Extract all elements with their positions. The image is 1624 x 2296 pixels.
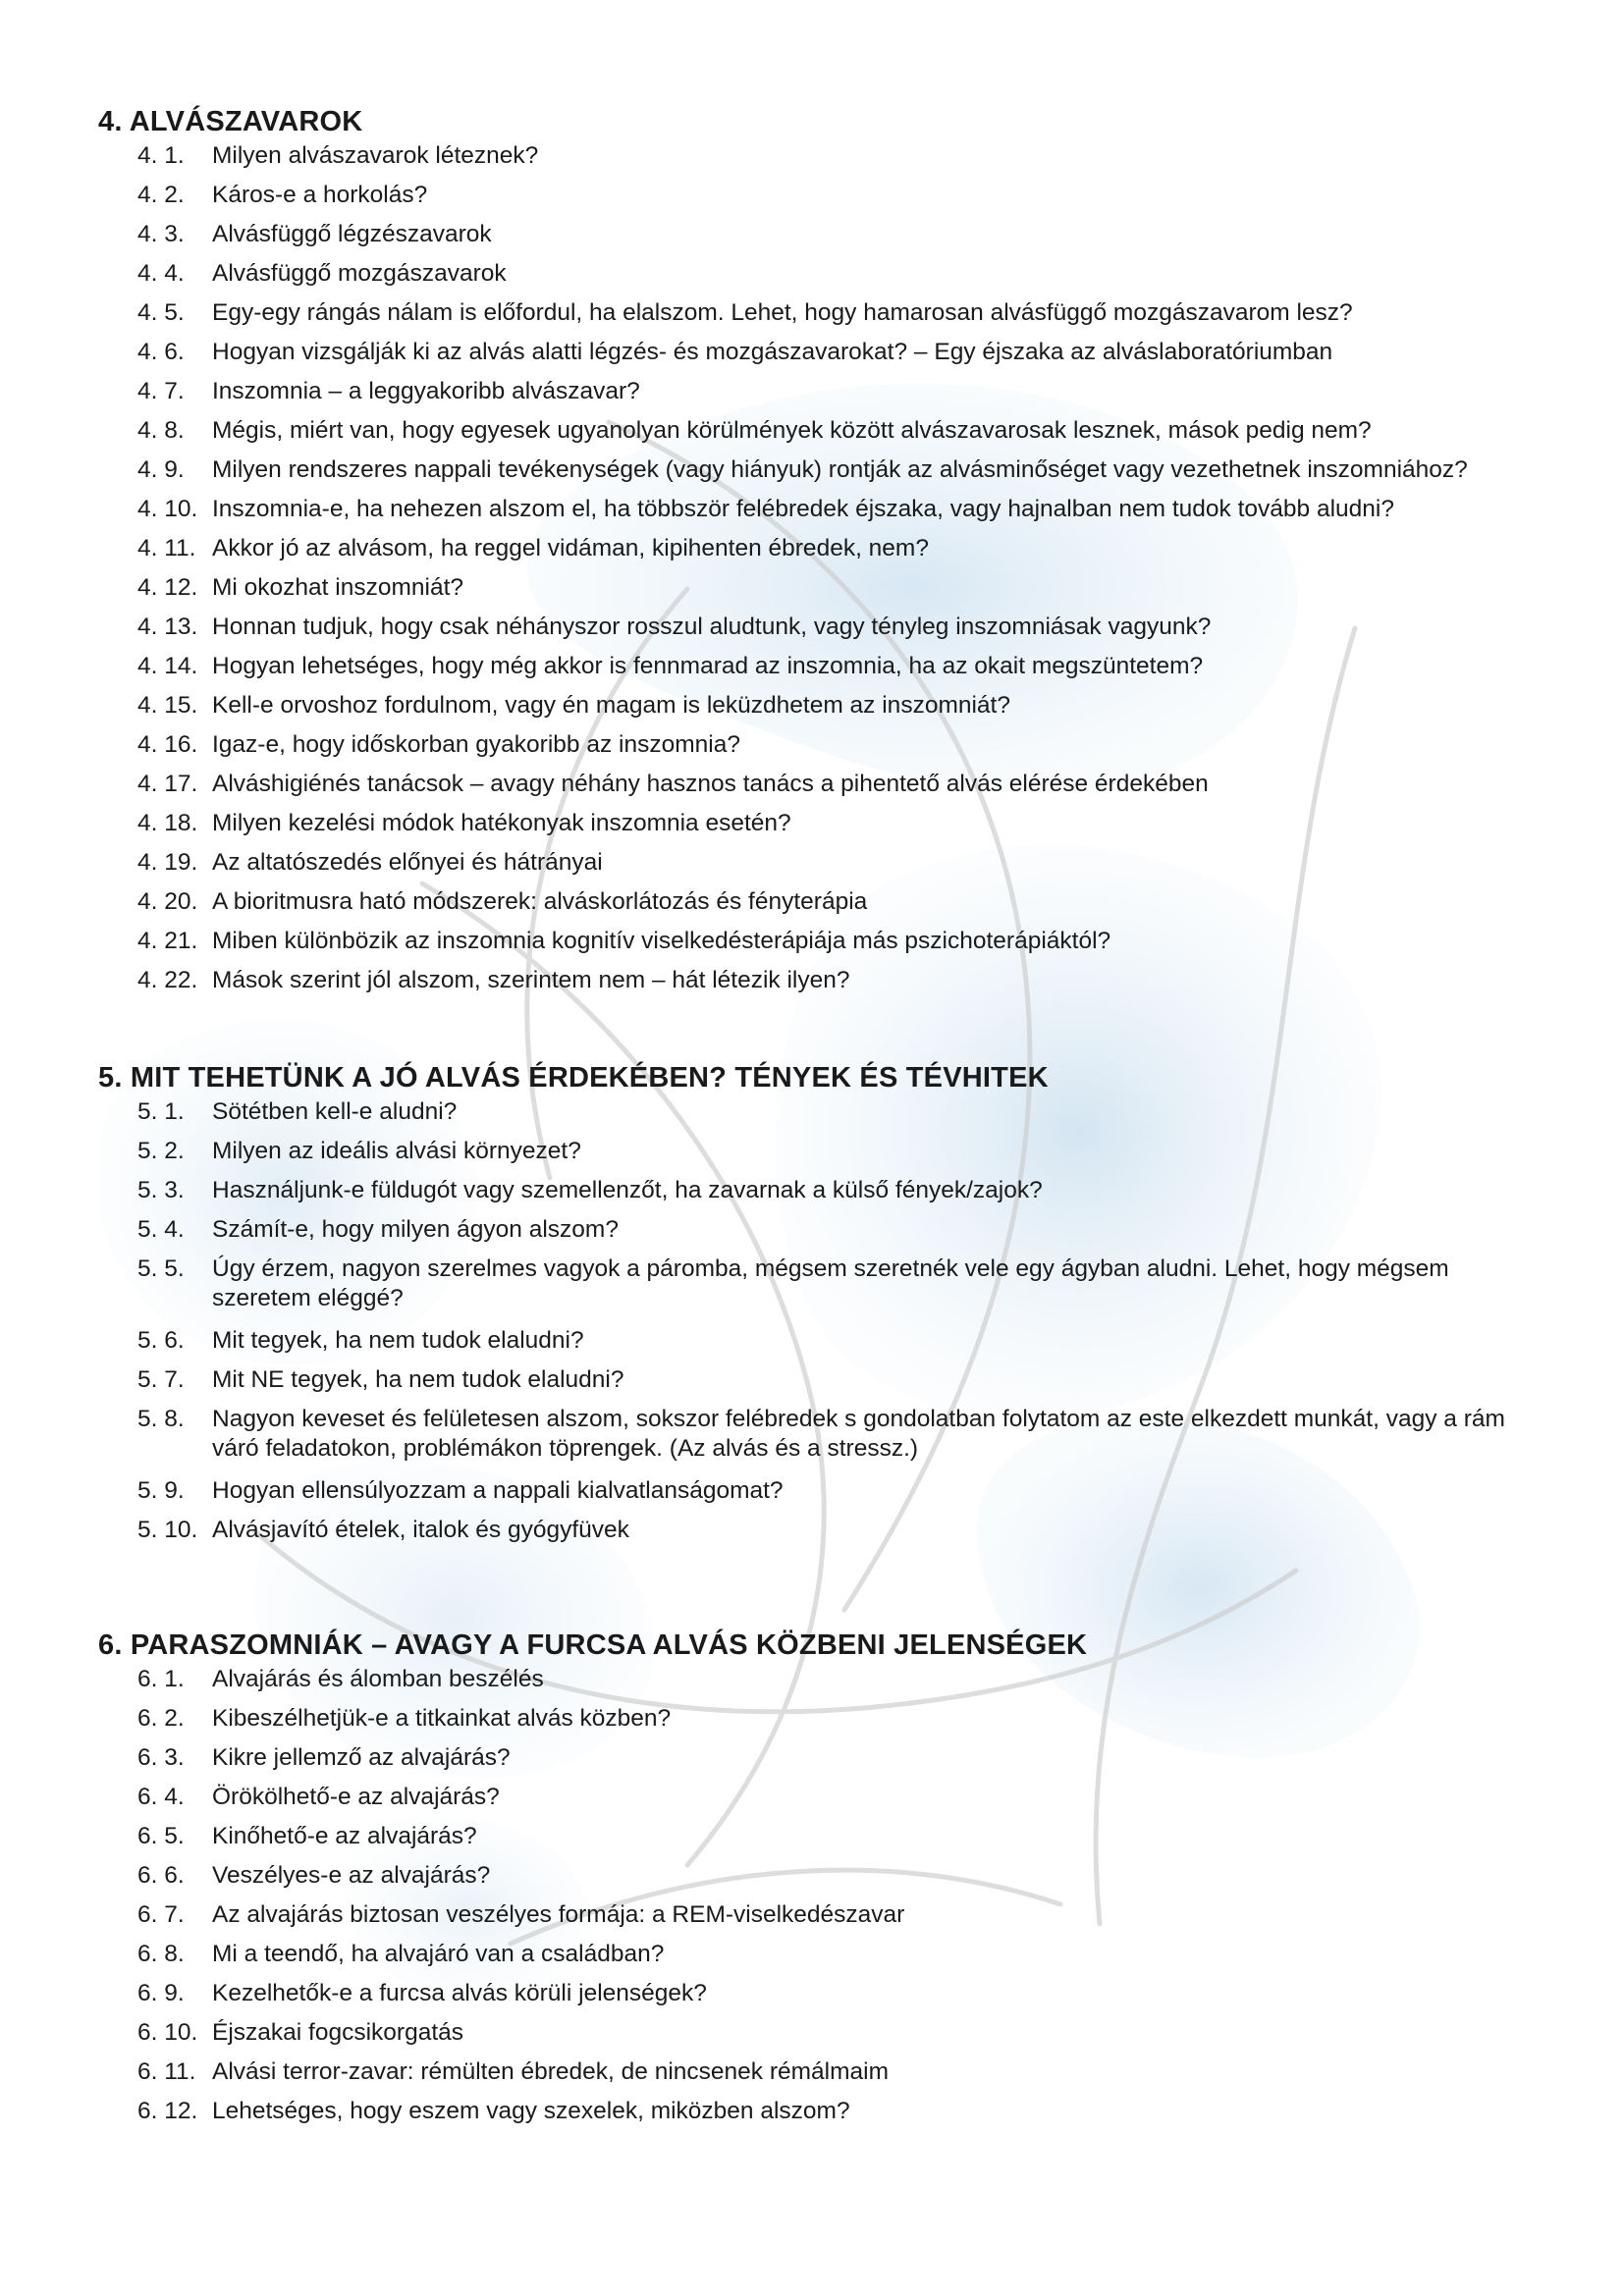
item-text: Miben különbözik az inszomnia kognitív viselkedésterápiája más pszichoterápiáktól? (212, 928, 1111, 954)
list-item (98, 1665, 1551, 1704)
item-text: Egy-egy rángás nálam is előfordul, ha elalszom. Lehet, hogy hamarosan alvásfüggő mozgászavarom lesz? (212, 299, 1353, 326)
item-list (98, 141, 1551, 1005)
list-item (98, 848, 1551, 887)
item-list (98, 1665, 1551, 2136)
item-text: Kikre jellemző az alvajárás? (212, 1744, 511, 1771)
list-item (98, 1097, 1551, 1137)
item-number: 5. 8. (137, 1406, 185, 1432)
list-item (98, 1704, 1551, 1743)
item-text: Hogyan lehetséges, hogy még akkor is fennmarad az inszomnia, ha az okait megszüntetem? (212, 653, 1204, 679)
item-text: Honnan tudjuk, hogy csak néhányszor rosszul aludtunk, vagy tényleg inszomniásak vagyunk? (212, 614, 1212, 640)
item-number: 4. 15. (137, 692, 198, 719)
item-text: Alvásjavító ételek, italok és gyógyfüvek (212, 1517, 629, 1543)
list-item (98, 1822, 1551, 1861)
item-number: 4. 7. (137, 378, 185, 404)
item-number: 6. 6. (137, 1862, 185, 1889)
list-item (98, 691, 1551, 730)
item-number: 4. 11. (137, 535, 196, 561)
list-item (98, 534, 1551, 573)
item-text: Mi okozhat inszomniát? (212, 574, 464, 601)
list-item (98, 455, 1551, 495)
list-item (98, 1783, 1551, 1822)
item-number: 6. 2. (137, 1705, 185, 1732)
item-text: Kinőhető-e az alvajárás? (212, 1823, 477, 1849)
item-number: 4. 22. (137, 967, 198, 993)
item-text: Mit tegyek, ha nem tudok elaludni? (212, 1327, 584, 1354)
item-text: Alvajárás és álomban beszélés (212, 1666, 544, 1692)
item-number: 4. 19. (137, 849, 198, 876)
list-item (98, 573, 1551, 613)
item-text: Örökölhető-e az alvajárás? (212, 1784, 500, 1810)
list-item (98, 2018, 1551, 2057)
item-number: 6. 5. (137, 1823, 185, 1849)
item-number: 4. 14. (137, 653, 198, 679)
item-number: 4. 6. (137, 339, 185, 365)
list-item (98, 1255, 1551, 1326)
section-paraszomniak (98, 1626, 1551, 2136)
item-number: 4. 9. (137, 456, 185, 483)
list-item (98, 887, 1551, 927)
item-number: 4. 13. (137, 614, 198, 640)
list-item (98, 181, 1551, 220)
item-text: Sötétben kell-e aludni? (212, 1098, 458, 1125)
item-text: Alvási terror-zavar: rémülten ébredek, de nincsenek rémálmaim (212, 2058, 889, 2085)
list-item (98, 298, 1551, 338)
section-title: 6. PARASZOMNIÁK – AVAGY A FURCSA ALVÁS KÖZBENI JELENSÉGEK (98, 1629, 1088, 1661)
item-number: 6. 9. (137, 1980, 185, 2006)
item-number: 4. 2. (137, 182, 185, 208)
item-text: Igaz-e, hogy időskorban gyakoribb az inszomnia? (212, 731, 740, 758)
list-item (98, 730, 1551, 770)
list-item (98, 1215, 1551, 1255)
list-item (98, 1326, 1551, 1365)
list-item (98, 1137, 1551, 1176)
list-item (98, 927, 1551, 966)
list-item (98, 495, 1551, 534)
item-number: 4. 21. (137, 928, 198, 954)
item-number: 6. 3. (137, 1744, 185, 1771)
item-text: Úgy érzem, nagyon szerelmes vagyok a páromba, mégsem szeretnék vele egy ágyban aludni. Lehet, hogy mégsem szeretem eléggé? (212, 1255, 1449, 1311)
item-number: 6. 11. (137, 2058, 196, 2085)
list-item (98, 1405, 1551, 1476)
list-item (98, 338, 1551, 377)
item-text: Kibeszélhetjük-e a titkainkat alvás közben? (212, 1705, 672, 1732)
list-item (98, 770, 1551, 809)
item-number: 4. 4. (137, 260, 185, 287)
item-number: 4. 10. (137, 496, 198, 522)
item-text: Inszomnia-e, ha nehezen alszom el, ha többször felébredek éjszaka, vagy hajnalban nem tudok tovább aludni? (212, 496, 1394, 522)
item-number: 4. 1. (137, 142, 185, 169)
item-number: 6. 1. (137, 1666, 185, 1692)
item-text: Mégis, miért van, hogy egyesek ugyanolyan körülmények között alvászavarosak lesznek, mások pedig nem? (212, 417, 1372, 444)
section-title: 4. ALVÁSZAVAROK (98, 106, 363, 137)
list-item (98, 2057, 1551, 2097)
item-text: Alváshigiénés tanácsok – avagy néhány hasznos tanács a pihentető alvás elérése érdekében (212, 771, 1209, 797)
item-text: Kezelhetők-e a furcsa alvás körüli jelenségek? (212, 1980, 707, 2006)
item-text: Milyen alvászavarok léteznek? (212, 142, 539, 169)
list-item (98, 809, 1551, 848)
item-number: 6. 12. (137, 2098, 198, 2124)
item-text: Lehetséges, hogy eszem vagy szexelek, miközben alszom? (212, 2098, 850, 2124)
item-text: Hogyan ellensúlyozzam a nappali kialvatlanságomat? (212, 1477, 784, 1504)
item-number: 5. 9. (137, 1477, 185, 1504)
item-number: 4. 12. (137, 574, 198, 601)
section-jo-alvas (98, 1058, 1551, 1555)
item-number: 4. 5. (137, 299, 185, 326)
item-number: 4. 17. (137, 771, 198, 797)
list-item (98, 966, 1551, 1005)
list-item (98, 259, 1551, 298)
item-text: Az altatószedés előnyei és hátrányai (212, 849, 603, 876)
item-text: Az alvajárás biztosan veszélyes formája: a REM-viselkedészavar (212, 1901, 905, 1928)
item-text: Alvásfüggő légzészavarok (212, 221, 492, 247)
item-text: Hogyan vizsgálják ki az alvás alatti légzés- és mozgászavarokat? – Egy éjszaka az alváslaboratóriumban (212, 339, 1333, 365)
item-number: 6. 8. (137, 1941, 185, 1967)
item-number: 5. 6. (137, 1327, 185, 1354)
item-number: 4. 8. (137, 417, 185, 444)
list-item (98, 652, 1551, 691)
list-item (98, 1476, 1551, 1516)
item-text: Mit NE tegyek, ha nem tudok elaludni? (212, 1366, 624, 1393)
item-text: Nagyon keveset és felületesen alszom, sokszor felébredek s gondolatban folytatom az este elkezdett munkát, vagy a rám váró feladatokon, problémákon töprengek. (Az alvás és a stressz.) (212, 1406, 1505, 1462)
item-text: Káros-e a horkolás? (212, 182, 428, 208)
item-number: 5. 3. (137, 1177, 185, 1203)
item-text: Mi a teendő, ha alvajáró van a családban? (212, 1941, 665, 1967)
item-number: 5. 4. (137, 1216, 185, 1243)
item-text: Mások szerint jól alszom, szerintem nem – hát létezik ilyen? (212, 967, 850, 993)
list-item (98, 1979, 1551, 2018)
item-number: 5. 5. (137, 1255, 185, 1282)
item-number: 4. 16. (137, 731, 198, 758)
list-item (98, 1516, 1551, 1555)
item-number: 5. 1. (137, 1098, 185, 1125)
item-number: 4. 18. (137, 810, 198, 836)
item-number: 6. 10. (137, 2019, 198, 2046)
item-text: Számít-e, hogy milyen ágyon alszom? (212, 1216, 619, 1243)
item-text: Használjunk-e füldugót vagy szemellenzőt, ha zavarnak a külső fények/zajok? (212, 1177, 1043, 1203)
item-list (98, 1097, 1551, 1555)
item-text: Milyen kezelési módok hatékonyak inszomnia esetén? (212, 810, 791, 836)
item-number: 6. 4. (137, 1784, 185, 1810)
item-text: Akkor jó az alvásom, ha reggel vidáman, kipihenten ébredek, nem? (212, 535, 929, 561)
list-item (98, 1365, 1551, 1405)
item-text: Milyen rendszeres nappali tevékenységek (vagy hiányuk) rontják az alvásminőséget vagy vezethetnek inszomniához? (212, 456, 1468, 483)
item-number: 6. 7. (137, 1901, 185, 1928)
list-item (98, 1743, 1551, 1783)
list-item (98, 1900, 1551, 1940)
item-number: 5. 10. (137, 1517, 198, 1543)
item-text: Alvásfüggő mozgászavarok (212, 260, 507, 287)
item-text: Éjszakai fogcsikorgatás (212, 2019, 464, 2046)
item-number: 4. 20. (137, 888, 198, 915)
list-item (98, 1176, 1551, 1215)
item-text: A bioritmusra ható módszerek: alváskorlátozás és fényterápia (212, 888, 868, 915)
item-number: 5. 7. (137, 1366, 185, 1393)
section-alvaszavarok (98, 102, 1551, 1005)
list-item (98, 1861, 1551, 1900)
item-text: Inszomnia – a leggyakoribb alvászavar? (212, 378, 640, 404)
item-number: 4. 3. (137, 221, 185, 247)
list-item (98, 377, 1551, 416)
list-item (98, 220, 1551, 259)
item-text: Veszélyes-e az alvajárás? (212, 1862, 491, 1889)
item-text: Kell-e orvoshoz fordulnom, vagy én magam is leküzdhetem az inszomniát? (212, 692, 1010, 719)
list-item (98, 141, 1551, 181)
item-number: 5. 2. (137, 1138, 185, 1164)
list-item (98, 2097, 1551, 2136)
list-item (98, 613, 1551, 652)
item-text: Milyen az ideális alvási környezet? (212, 1138, 581, 1164)
section-title: 5. MIT TEHETÜNK A JÓ ALVÁS ÉRDEKÉBEN? TÉNYEK ÉS TÉVHITEK (98, 1062, 1049, 1094)
list-item (98, 1940, 1551, 1979)
list-item (98, 416, 1551, 455)
